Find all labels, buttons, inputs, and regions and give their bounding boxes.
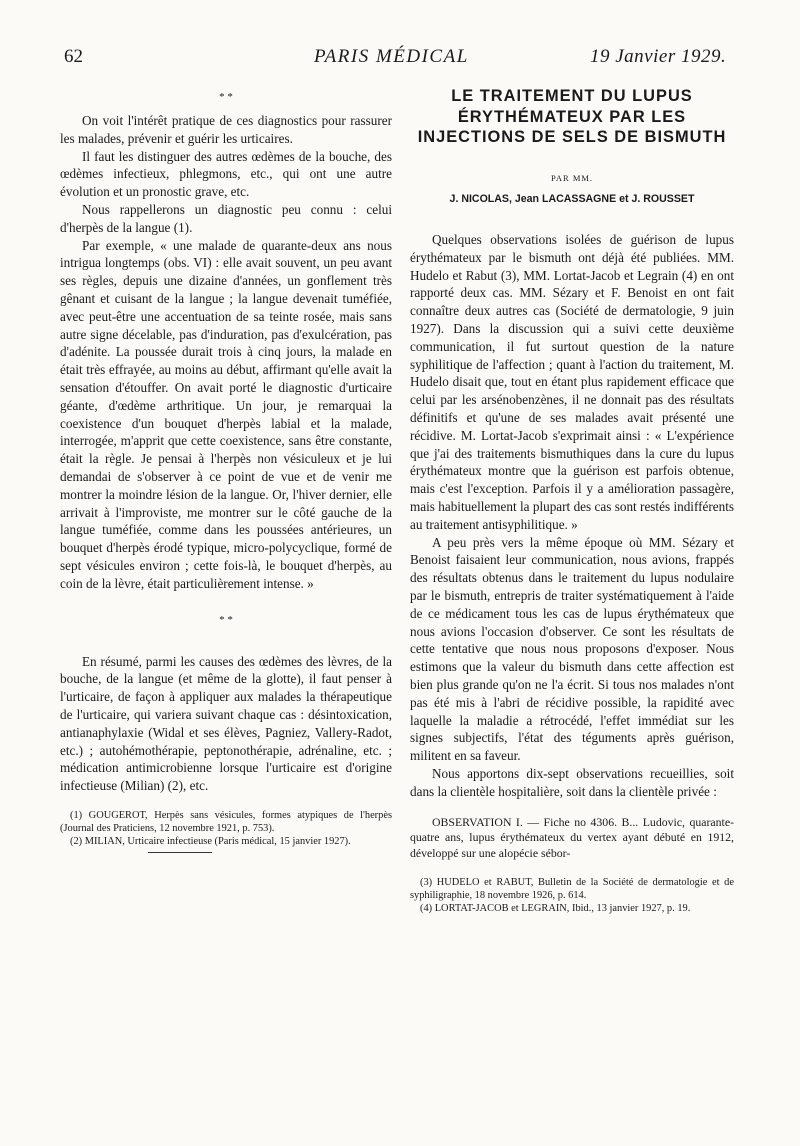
paragraph: Nous rappellerons un diagnostic peu connu : celui d'herpès de la langue (1).: [60, 201, 392, 235]
footnote: (2) MILIAN, Urticaire infectieuse (Paris médical, 15 janvier 1927).: [70, 835, 351, 847]
paragraph: Nous apportons dix-sept observations recueillies, soit dans la clientèle hospitalière, soit dans la clientèle privée :: [410, 766, 734, 799]
paragraph: On voit l'intérêt pratique de ces diagnostics pour rassurer les malades, prévenir et guérir les urticaires.: [60, 113, 392, 146]
left-footnotes: [60, 809, 392, 853]
article-body: [410, 231, 734, 801]
right-footnotes: [410, 876, 734, 915]
page-header: [0, 46, 800, 76]
paragraph: A peu près vers la même époque où MM. Sézary et Benoist faisaient leur communication, nous avions, frappés des résultats obtenus dans le traitement du lupus nodulaire par le bismuth, entrepris de traiter systématiquement à l'aide de ce médicament tous les cas de lupus érythémateux que nous avions l'occasion d'observer. Ce sont les résultats de cette tentative que nous nous proposons d'exposer. Nous estimons que la valeur du bismuth dans cette affection est bien plus grande qu'on ne l'a écrit. Si tous nos malades n'ont pas été mis à l'abri de récidive possible, la rapidité avec laquelle la maladie a rétrocédé, l'effet immédiat sur les signes subjectifs, l'état des téguments après guérison, militent en sa faveur.: [410, 534, 734, 764]
conclusion-paragraph: En résumé, parmi les causes des œdèmes des lèvres, de la bouche, de la langue (et même de la glotte), il faut penser à l'urticaire, de façon à appliquer aux malades la thérapeutique de l'urticaire, qui variera suivant chaque cas : désintoxication, antianaphylaxie (Widal et ses élèves, Pagniez, Vallery-Radot, etc.) ; autohémothérapie, peptonothérapie, adrénaline, etc. ; médication antimicrobienne lorsque l'urticaire est d'origine infectieuse (Milian) (2), etc.: [60, 653, 392, 794]
page-number: 62: [64, 46, 83, 67]
authors: J. NICOLAS, Jean LACASSAGNE et J. ROUSSET: [449, 193, 695, 206]
observation-entry: OBSERVATION I. — Fiche no 4306. B... Ludovic, quarante-quatre ans, lupus érythémateux du vertex ayant débuté en 1912, développé sur une alopécie sébor-: [410, 814, 734, 861]
issue-date: 19 Janvier 1929.: [590, 46, 727, 67]
footnote-rule: [148, 852, 212, 853]
paragraph: Il faut les distinguer des autres œdèmes de la bouche, des œdèmes infectieux, phlegmons, etc., qui ont une autre évolution et un pronostic grave, etc.: [60, 148, 392, 200]
section-separator-2: * *: [219, 613, 233, 626]
paragraph: Par exemple, « une malade de quarante-deux ans nous intrigua longtemps (obs. VI) : elle avait souvent, un peu avant ses règles, depuis une dizaine d'années, un gonflement très gênant et cuisant de la langue ; la langue devenait tuméfiée, avec peut-être une accentuation de sa teinte rosée, mais sans autre signe décelable, pas d'induration, pas d'exulcération, pas d'adénite. La poussée durait trois à cinq jours, la malade en était très effrayée, au moins au début, affirmant qu'elle avait la sensation d'étouffer. On avait porté le diagnostic d'urticaire géante, d'œdème arthritique. Un jour, je remarquai la coexistence d'un bouquet d'herpès labial et la malade, interrogée, m'apprit que cette coexistence, sans être constante, était la règle. Je pensai à l'herpès non vésiculeux et je lui demandai de s'observer à ce point de vue et de venir me montrer la moindre lésion de la langue. Or, l'hiver dernier, elle arrivait à l'improviste, me montrer sur le côté gauche de la langue tuméfiée, comme dans les poussées antérieures, un bouquet d'herpès érodé typique, micro-polycyclique, formé de sept vésicules environ ; cette fois-là, le bouquet d'herpès, au coin de la lèvre, était particulièrement intense. »: [60, 237, 392, 591]
left-column: [60, 88, 392, 853]
footnote: (3) HUDELO et RABUT, Bulletin de la Société de dermatologie et de syphiligraphie, 18 novembre 1926, p. 614.: [410, 876, 734, 901]
footnote: (4) LORTAT-JACOB et LEGRAIN, Ibid., 13 janvier 1927, p. 19.: [420, 902, 691, 914]
paragraph: Quelques observations isolées de guérison de lupus érythémateux par le bismuth ont déjà été publiées. MM. Hudelo et Rabut (3), MM. Lortat-Jacob et Legrain (4) en ont rapporté deux cas. MM. Sézary et F. Benoist en ont fait connaître deux autres cas (Société de dermatologie, 9 juin 1927). Dans la discussion qui a suivi cette deuxième communication, il fut surtout question de la nature syphilitique de l'affection ; quant à l'action du traitement, M. Hudelo disait que, tout en étant plus rapidement efficace que celui par les arsénobenzènes, il ne donnait pas des résultats définitifs et qu'une de ses malades avait présenté une récidive. M. Lortat-Jacob s'exprimait ainsi : « L'expérience que j'ai des traitements bismuthiques dans la cure du lupus érythémateux montre que la guérison est parfois obtenue, mais c'est l'exception. Parfois il y a amélioration passagère, mais habituellement la plupart des cas sont restés indifférents au traitement antisyphilitique. »: [410, 232, 734, 532]
journal-title: PARIS MÉDICAL: [314, 46, 469, 67]
spacer: [60, 635, 392, 653]
footnote: (1) GOUGEROT, Herpès sans vésicules, formes atypiques de l'herpès (Journal des Praticiens, 12 novembre 1921, p. 753).: [60, 809, 392, 834]
section-separator: * *: [219, 91, 233, 103]
right-column: [410, 88, 734, 915]
by-line-prefix: PAR MM.: [550, 172, 594, 183]
spacer: [60, 593, 392, 611]
article-title: LE TRAITEMENT DU LUPUS ÉRYTHÉMATEUX PAR LES INJECTIONS DE SELS DE BISMUTH: [417, 87, 727, 146]
